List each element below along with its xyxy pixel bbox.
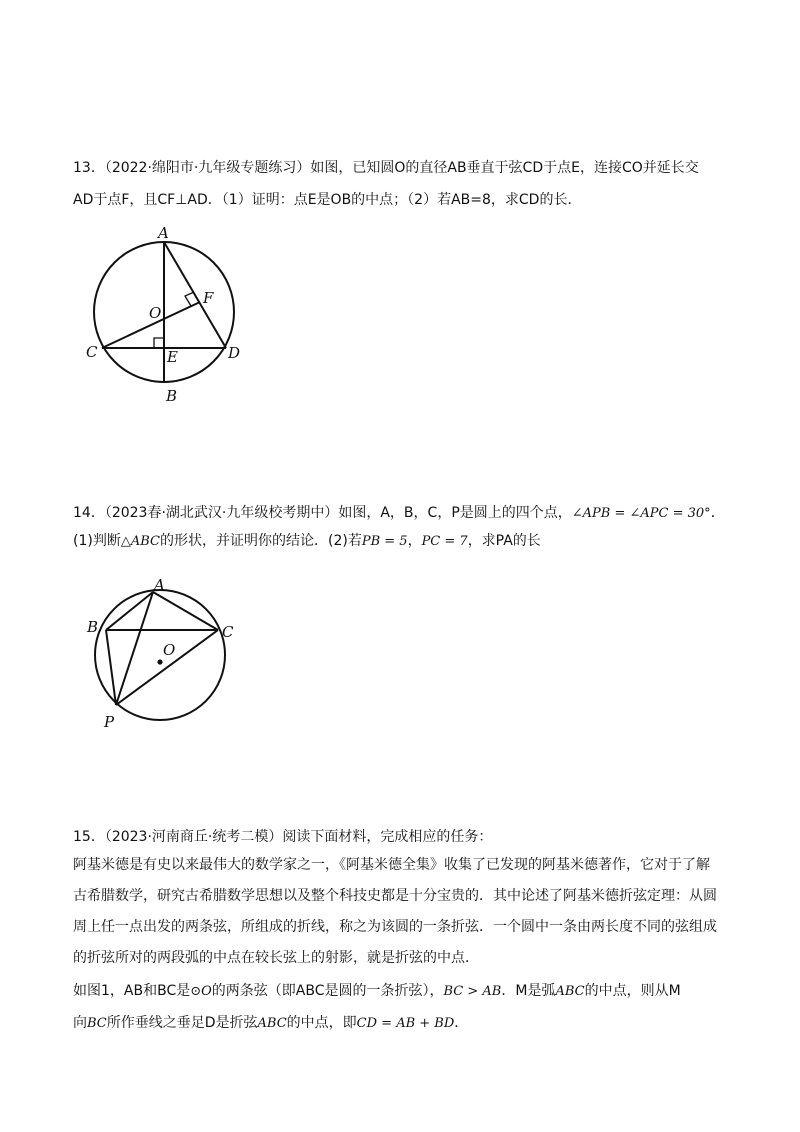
q15-text-6b: 所作垂线之垂足D是折弦 [106,1015,258,1031]
q13-right-angle-f [185,292,194,306]
q14-ab [106,592,153,630]
q13-label-a: A [158,224,169,242]
q13-label-f: F [203,289,214,307]
q15-source: （2023·河南商丘·统考二模） [104,829,283,845]
q13-text-2: AD于点F，且CF⊥AD．（1）证明：点E是OB的中点；（2）若AB=8，求CD的长． [73,192,582,208]
q13-text-1: 如图，已知圆O的直径AB垂直于弦CD于点E，连接CO并延长交 [310,160,699,176]
q13-label-o: O [149,304,162,322]
q14-text-1: 如图，A，B，C，P是圆上的四个点， [338,505,572,521]
q15-text-5a: 如图1，AB和BC是 [73,983,191,999]
q15-text-1: 阅读下面材料，完成相应的任务： [282,829,493,845]
q15-paragraph-4: 的折弦所对的两段弧的中点在较长弦上的射影，就是折弦的中点． [73,950,479,966]
q13-right-angle-e [154,338,164,348]
q14-triangle: △ABC [120,534,160,549]
q14-label-c: C [222,623,234,641]
q14-label-a: A [154,576,165,594]
q15-text-5b: 的两条弦（即ABC是圆的一条折弦）， [211,983,444,999]
q14-label-b: B [87,618,99,636]
q14-pc [116,630,218,705]
q14-angle-equation: ∠APB = ∠APC = 30° [571,506,711,521]
q15-number: 15． [73,829,105,845]
q13-line-2 [73,190,760,210]
q15-arc-abc: ABC [555,984,585,999]
q13-circle [94,242,234,382]
q14-diagram [95,590,225,720]
q15-bc: BC [87,1016,107,1031]
q14-text-2c: ，求PA的长 [467,533,541,549]
q14-center-dot [157,659,162,664]
q13-number: 13． [73,160,105,176]
q14-line-2 [73,531,760,552]
q15-equation: CD = AB + BD [356,1016,455,1031]
q13-diagram [94,242,234,382]
q14-text-1-end: ． [710,505,725,521]
q15-text-5c: ．M是弧 [501,983,556,999]
q13-chord-ad [164,242,226,348]
q13-label-d: D [228,344,241,362]
q14-pc-value: PC = 7 [421,534,468,549]
q14-circle [95,590,225,720]
q15-circle-o: ⊙O [190,984,212,999]
q14-pb [106,630,116,705]
q13-label-e: E [167,348,178,366]
q14-sep: ， [407,533,422,549]
q13-source: （2022·绵阳市·九年级专题练习） [104,160,311,176]
q15-abc: ABC [257,1016,287,1031]
q13-segment-cf [102,302,200,348]
q15-paragraph-2: 古希腊数学，研究古希腊数学思想以及整个科技史都是十分宝贵的．其中论述了阿基米德折弦定理：从圆 [73,888,717,904]
q13-label-c: C [86,343,98,361]
q15-text-6c: 的中点，即 [286,1015,357,1031]
q14-number: 14． [73,505,105,521]
q15-paragraph-3: 周上任一点出发的两条弦，所组成的折线，称之为该圆的一条折弦．一个圆中一条由两长度不同的弦组成 [73,919,717,935]
q15-text-6a: 向 [73,1015,87,1031]
q14-text-2a: (1)判断 [73,533,121,549]
q15-paragraph-1: 阿基米德是有史以来最伟大的数学家之一，《阿基米德全集》收集了已发现的阿基米德著作，它对于了解 [73,857,710,873]
q14-text-2b: 的形状，并证明你的结论．(2)若 [159,533,362,549]
q14-ac [153,592,218,630]
q14-label-p: P [104,713,115,731]
q13-label-b: B [166,387,178,405]
q15-line-6 [73,1013,760,1034]
q15-line-5 [73,981,760,1002]
q15-line-1 [73,827,760,847]
q13-line-1 [73,158,760,178]
q15-inequality: BC > AB [443,984,502,999]
q14-pb-value: PB = 5 [361,534,408,549]
q14-source: （2023春·湖北武汉·九年级校考期中） [104,505,339,521]
q14-pa [116,592,153,705]
q14-label-o: O [163,641,176,659]
q14-line-1 [73,503,760,524]
q15-text-6d: ． [454,1015,469,1031]
q15-text-5d: 的中点，则从M [584,983,681,999]
